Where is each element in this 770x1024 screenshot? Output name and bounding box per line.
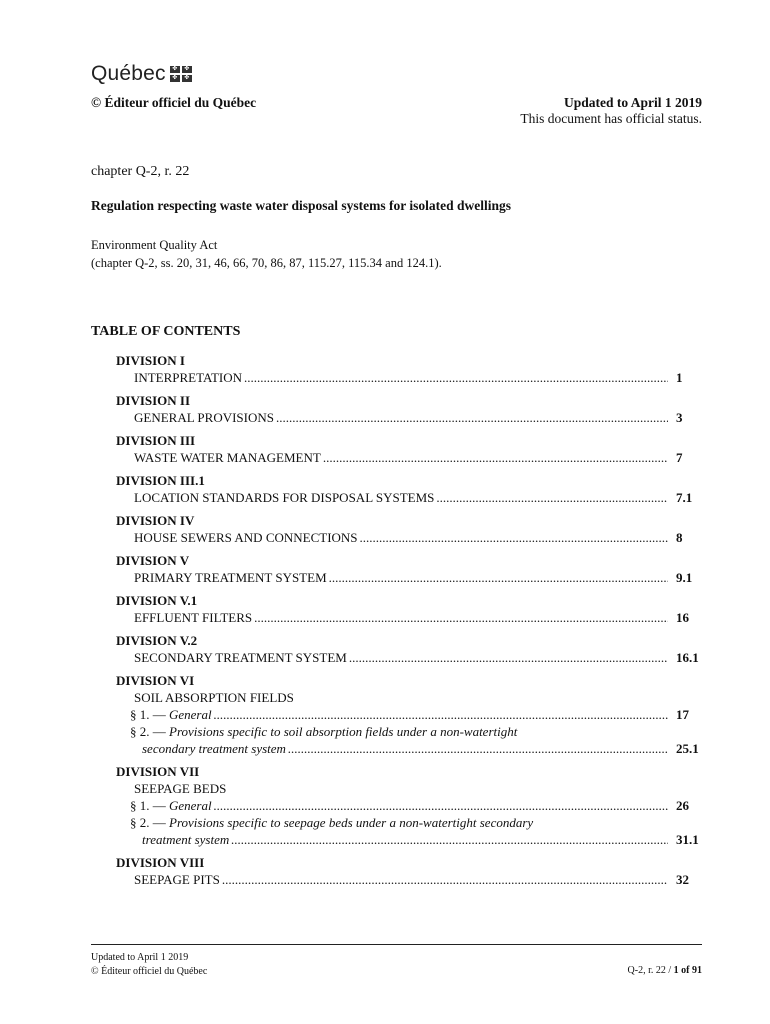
page-number: 1 <box>676 370 683 385</box>
division-label: DIVISION III <box>116 433 196 448</box>
toc-entry[interactable]: PRIMARY TREATMENT SYSTEM ..... 9.1 <box>116 569 702 586</box>
toc-division <box>116 854 702 888</box>
division-label: DIVISION V <box>116 553 190 568</box>
toc-subsection-entry[interactable]: § 2. — Provisions specific to soil absorption fields under a non-watertight <box>130 724 518 739</box>
quebec-logo <box>91 62 192 86</box>
page-number: 3 <box>676 410 683 425</box>
enabling-act <box>91 236 442 272</box>
official-status: This document has official status. <box>520 111 702 126</box>
toc-subsection-entry[interactable]: § 2. — Provisions specific to seepage beds under a non-watertight secondary <box>130 815 534 830</box>
page-number: 32 <box>676 872 689 887</box>
page-number: 17 <box>676 707 689 722</box>
publisher-header: © Éditeur officiel du Québec <box>91 95 257 110</box>
toc-subsection-entry[interactable]: § 1. — General ..... 26 <box>116 797 702 814</box>
page-number: 25.1 <box>676 741 699 756</box>
table-of-contents <box>116 352 702 888</box>
toc-entry[interactable]: WASTE WATER MANAGEMENT ..... 7 <box>116 449 702 466</box>
division-label: DIVISION V.1 <box>116 593 198 608</box>
footer-updated: Updated to April 1 2019 <box>91 952 189 963</box>
division-label: DIVISION III.1 <box>116 473 205 488</box>
footer-doc-ref: Q-2, r. 22 / <box>627 965 672 976</box>
page-number: 16.1 <box>676 650 699 665</box>
footer-publisher: © Éditeur officiel du Québec <box>91 966 208 977</box>
updated-date: Updated to April 1 2019 <box>563 95 702 110</box>
toc-division <box>116 552 702 586</box>
footer-left <box>91 951 207 979</box>
toc-division <box>116 472 702 506</box>
toc-division <box>116 592 702 626</box>
page-number: 7 <box>676 450 683 465</box>
footer-page-ref <box>628 965 702 976</box>
act-name: Environment Quality Act <box>91 238 218 252</box>
toc-division <box>116 763 702 848</box>
toc-entry[interactable]: EFFLUENT FILTERS ..... 16 <box>116 609 702 626</box>
page-indicator: 1 of 91 <box>673 965 702 976</box>
fleur-de-lis-flag-icon: ✤ ✤ ✤ ✤ <box>170 66 192 82</box>
page-number: 8 <box>676 530 683 545</box>
toc-entry[interactable]: HOUSE SEWERS AND CONNECTIONS ..... 8 <box>116 529 702 546</box>
toc-division <box>116 632 702 666</box>
toc-entry[interactable]: LOCATION STANDARDS FOR DISPOSAL SYSTEMS ..... 7.1 <box>116 489 702 506</box>
page-number: 9.1 <box>676 570 693 585</box>
toc-entry[interactable]: SEEPAGE PITS ..... 32 <box>116 871 702 888</box>
page-number: 7.1 <box>676 490 693 505</box>
toc-division <box>116 672 702 757</box>
division-heading: SEEPAGE BEDS <box>134 781 227 796</box>
act-sections: (chapter Q-2, ss. 20, 31, 46, 66, 70, 86, 87, 115.27, 115.34 and 124.1). <box>91 256 442 270</box>
page-number: 16 <box>676 610 689 625</box>
toc-division <box>116 432 702 466</box>
toc-subsection-entry-continued[interactable]: treatment system ..... 31.1 <box>116 831 702 848</box>
toc-title: TABLE OF CONTENTS <box>91 324 241 339</box>
regulation-title: Regulation respecting waste water disposal systems for isolated dwellings <box>91 198 511 213</box>
division-label: DIVISION VI <box>116 673 195 688</box>
toc-entry[interactable]: INTERPRETATION ..... 1 <box>116 369 702 386</box>
toc-subsection-entry-continued[interactable]: secondary treatment system ..... 25.1 <box>116 740 702 757</box>
division-label: DIVISION II <box>116 393 191 408</box>
toc-division <box>116 352 702 386</box>
division-label: DIVISION V.2 <box>116 633 198 648</box>
footer-divider <box>91 944 702 945</box>
division-label: DIVISION VIII <box>116 855 205 870</box>
page-number: 31.1 <box>676 832 699 847</box>
update-status-header <box>520 95 702 127</box>
division-heading: SOIL ABSORPTION FIELDS <box>134 690 294 705</box>
division-label: DIVISION IV <box>116 513 195 528</box>
chapter-reference: chapter Q-2, r. 22 <box>91 164 190 179</box>
toc-entry[interactable]: GENERAL PROVISIONS ..... 3 <box>116 409 702 426</box>
division-label: DIVISION I <box>116 353 185 368</box>
toc-subsection-entry[interactable]: § 1. — General ..... 17 <box>116 706 702 723</box>
logo-wordmark: Québec <box>91 62 166 85</box>
division-label: DIVISION VII <box>116 764 200 779</box>
toc-division <box>116 512 702 546</box>
toc-entry[interactable]: SECONDARY TREATMENT SYSTEM ..... 16.1 <box>116 649 702 666</box>
page-number: 26 <box>676 798 689 813</box>
toc-division <box>116 392 702 426</box>
